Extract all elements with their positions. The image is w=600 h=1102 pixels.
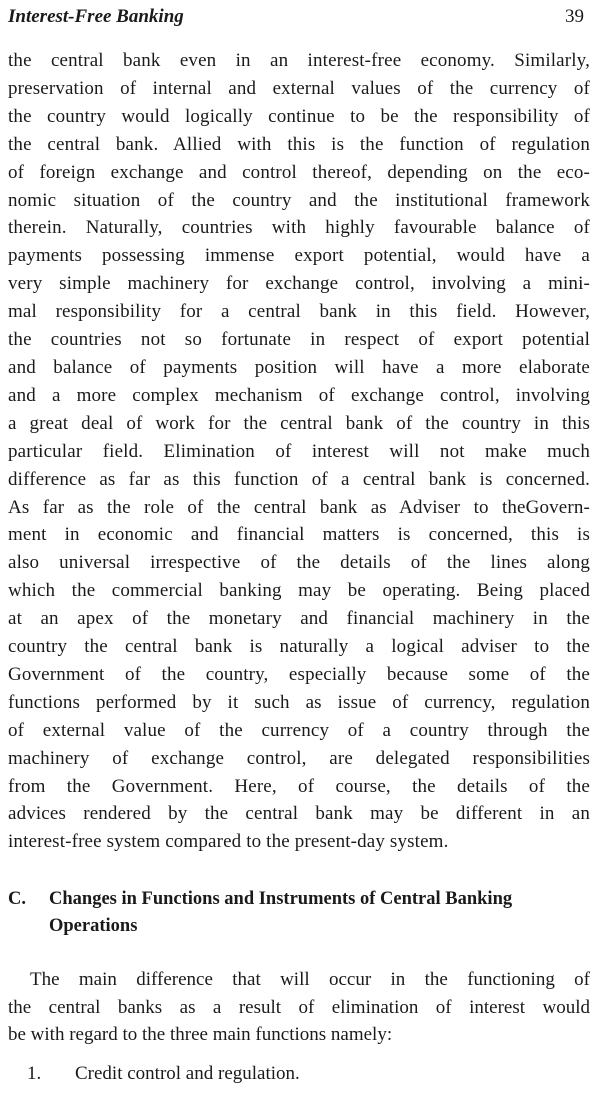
running-header: [8, 4, 586, 30]
paragraph-line: also universal irrespective of the details of the lines along: [8, 552, 590, 574]
paragraph-line: and a more complex mechanism of exchange control, involving: [8, 384, 590, 406]
paragraph-line: interest-free system compared to the present-day system.: [8, 831, 449, 853]
paragraph-line: the central bank. Allied with this is the function of regulation: [8, 133, 590, 155]
body-text: [8, 47, 590, 856]
page-number: 39: [565, 6, 584, 27]
paragraph-line: nomic situation of the country and the institutional framework: [8, 189, 590, 211]
list-item-text: Credit control and regulation.: [75, 1063, 300, 1084]
paragraph-line: advices rendered by the central bank may be different in an: [8, 803, 590, 825]
paragraph-line: which the commercial banking may be operating. Being placed: [8, 580, 590, 602]
paragraph-line: at an apex of the monetary and financial machinery in the: [8, 608, 590, 630]
paragraph-line: the central bank even in an interest-free economy. Similarly,: [8, 50, 590, 71]
intro-paragraph: [8, 966, 590, 1049]
paragraph-line: As far as the role of the central bank as Adviser to theGovern-: [8, 496, 590, 518]
paragraph-line: payments possessing immense export potential, would have a: [8, 245, 590, 267]
paragraph-line: and balance of payments position will have a more elaborate: [8, 356, 590, 378]
paragraph-line: difference as far as this function of a central bank is concerned.: [8, 468, 590, 490]
paragraph-line: particular field. Elimination of interest will not make much: [8, 440, 590, 462]
intro-line: the central banks as a result of elimination of interest would: [8, 996, 590, 1018]
paragraph-line: functions performed by it such as issue of currency, regulation: [8, 691, 590, 713]
list-item-number: 1.: [27, 1063, 42, 1084]
paragraph-line: ment in economic and financial matters is concerned, this is: [8, 524, 590, 546]
paragraph-line: of external value of the currency of a country through the: [8, 719, 590, 741]
paragraph-line: country the central bank is naturally a logical adviser to the: [8, 636, 590, 658]
paragraph-line: preservation of internal and external values of the currency of: [8, 77, 590, 99]
section-title: [49, 886, 590, 940]
paragraph-line: Government of the country, especially because some of the: [8, 663, 590, 685]
paragraph-line: a great deal of work for the central bank of the country in this: [8, 412, 590, 434]
paragraph-line: machinery of exchange control, are delegated responsibilities: [8, 747, 590, 769]
section-title-line: Operations: [49, 916, 138, 936]
section-letter: C.: [8, 889, 26, 909]
paragraph-line: therein. Naturally, countries with highly favourable balance of: [8, 217, 590, 239]
section-title-line: Changes in Functions and Instruments of Central Banking: [49, 889, 513, 909]
intro-line: be with regard to the three main functions namely:: [8, 1024, 393, 1045]
running-title: Interest-Free Banking: [8, 6, 184, 27]
paragraph-line: of foreign exchange and control thereof, depending on the eco-: [8, 161, 590, 183]
intro-line: The main difference that will occur in the functioning of: [30, 969, 590, 990]
main-paragraph: [8, 47, 590, 856]
paragraph-line: mal responsibility for a central bank in this field. However,: [8, 301, 590, 323]
paragraph-line: the country would logically continue to be the responsibility of: [8, 105, 590, 127]
paragraph-line: very simple machinery for exchange control, involving a mini-: [8, 273, 590, 295]
paragraph-line: from the Government. Here, of course, the details of the: [8, 775, 590, 797]
paragraph-line: the countries not so fortunate in respect of export potential: [8, 329, 590, 351]
